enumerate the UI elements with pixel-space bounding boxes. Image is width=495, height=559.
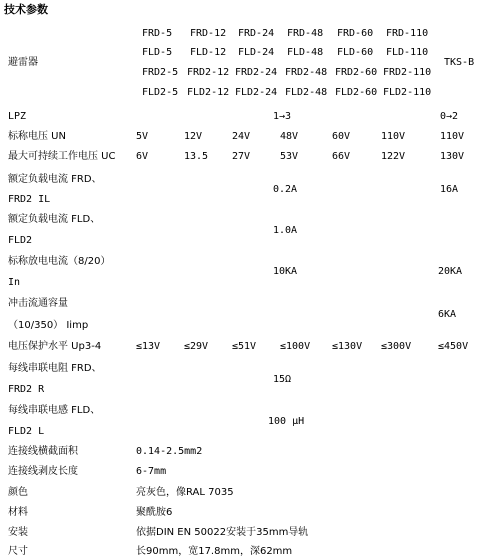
- l-value: 100 μH: [268, 416, 305, 427]
- model-cell: FLD2-5: [142, 87, 179, 98]
- model-cell: FLD2-12: [187, 87, 230, 98]
- model-cell: FLD2-110: [383, 87, 432, 98]
- uc-value: 53V: [280, 151, 299, 162]
- un-value: 110V: [381, 131, 406, 142]
- il-label: 额定负载电流 FRD、: [8, 174, 102, 185]
- ild-value: 1.0A: [273, 225, 298, 236]
- r-value: 15Ω: [273, 374, 292, 385]
- model-cell: FLD-12: [190, 47, 227, 58]
- model-cell: FLD-110: [386, 47, 429, 58]
- uc-value: 66V: [332, 151, 351, 162]
- r-label: 每线串联电阻 FRD、: [8, 363, 102, 374]
- model-cell: FRD-110: [386, 28, 429, 39]
- up-value: ≤13V: [136, 341, 161, 352]
- uc-value: 122V: [381, 151, 406, 162]
- model-cell: FRD2-110: [383, 67, 432, 78]
- spec-label: 连接线横截面积: [8, 446, 78, 457]
- model-cell: FRD-24: [238, 28, 275, 39]
- model-cell: FLD2-48: [285, 87, 328, 98]
- up-value: ≤51V: [232, 341, 257, 352]
- spec-value: 6-7mm: [136, 466, 167, 477]
- lpz-tks-value: 0→2: [440, 111, 459, 122]
- model-cell: FRD-12: [190, 28, 227, 39]
- up-value: ≤300V: [381, 341, 412, 352]
- spec-label: 尺寸: [8, 546, 28, 557]
- uc-value: 6V: [136, 151, 149, 162]
- iimp-label: 冲击流通容量: [8, 298, 68, 309]
- spec-value: 依据DIN EN 50022安装于35mm导轨: [136, 527, 309, 538]
- model-cell: FLD-24: [238, 47, 275, 58]
- uc-value: 27V: [232, 151, 251, 162]
- l-label-cont: FLD2 L: [8, 426, 45, 437]
- model-cell: FRD2-48: [285, 67, 328, 78]
- model-cell: FLD-60: [337, 47, 374, 58]
- lpz-value: 1→3: [273, 111, 292, 122]
- model-cell: FRD-48: [287, 28, 324, 39]
- up-value: ≤130V: [332, 341, 363, 352]
- spec-value: 0.14-2.5mm2: [136, 446, 203, 457]
- il-value: 0.2A: [273, 184, 298, 195]
- un-value: 12V: [184, 131, 203, 142]
- up-tks-value: ≤450V: [438, 341, 469, 352]
- model-cell: FRD2-12: [187, 67, 230, 78]
- spec-label: 安装: [8, 527, 28, 538]
- page-title: 技术参数: [4, 3, 48, 16]
- up-value: ≤100V: [280, 341, 311, 352]
- ild-label-cont: FLD2: [8, 235, 33, 246]
- model-cell: FRD-60: [337, 28, 374, 39]
- il-tks-value: 16A: [440, 184, 459, 195]
- model-cell: FRD2-24: [235, 67, 278, 78]
- in-value: 10KA: [273, 266, 298, 277]
- model-cell: FRD-5: [142, 28, 173, 39]
- un-label: 标称电压 UN: [8, 131, 66, 142]
- spec-value: 聚酰胺6: [136, 507, 173, 518]
- tks-model: TKS-B: [444, 57, 475, 68]
- model-cell: FLD-48: [287, 47, 324, 58]
- up-label: 电压保护水平 Up3-4: [8, 341, 102, 352]
- un-value: 48V: [280, 131, 299, 142]
- uc-value: 13.5: [184, 151, 209, 162]
- model-cell: FRD2-60: [335, 67, 378, 78]
- spec-value: 长90mm，宽17.8mm，深62mm: [136, 546, 293, 557]
- l-label: 每线串联电感 FLD、: [8, 405, 101, 416]
- un-value: 60V: [332, 131, 351, 142]
- up-value: ≤29V: [184, 341, 209, 352]
- in-label: 标称放电电流（8/20）: [8, 256, 111, 267]
- un-value: 24V: [232, 131, 251, 142]
- in-label-cont: In: [8, 277, 21, 288]
- iimp-tks-value: 6KA: [438, 309, 457, 320]
- r-label-cont: FRD2 R: [8, 384, 45, 395]
- uc-label: 最大可持续工作电压 UC: [8, 151, 116, 162]
- spec-value: 亮灰色，像RAL 7035: [136, 487, 234, 498]
- arrester-label: 避雷器: [8, 57, 38, 68]
- lpz-label: LPZ: [8, 111, 27, 122]
- spec-label: 颜色: [8, 487, 28, 498]
- un-tks-value: 110V: [440, 131, 465, 142]
- il-label-cont: FRD2 IL: [8, 194, 51, 205]
- in-tks-value: 20KA: [438, 266, 463, 277]
- spec-label: 连接线剥皮长度: [8, 466, 78, 477]
- ild-label: 额定负载电流 FLD、: [8, 214, 101, 225]
- model-cell: FRD2-5: [142, 67, 179, 78]
- spec-label: 材料: [8, 507, 28, 518]
- iimp-label-cont: （10/350） Iimp: [8, 320, 89, 331]
- model-cell: FLD-5: [142, 47, 173, 58]
- uc-tks-value: 130V: [440, 151, 465, 162]
- un-value: 5V: [136, 131, 149, 142]
- model-cell: FLD2-60: [335, 87, 378, 98]
- model-cell: FLD2-24: [235, 87, 278, 98]
